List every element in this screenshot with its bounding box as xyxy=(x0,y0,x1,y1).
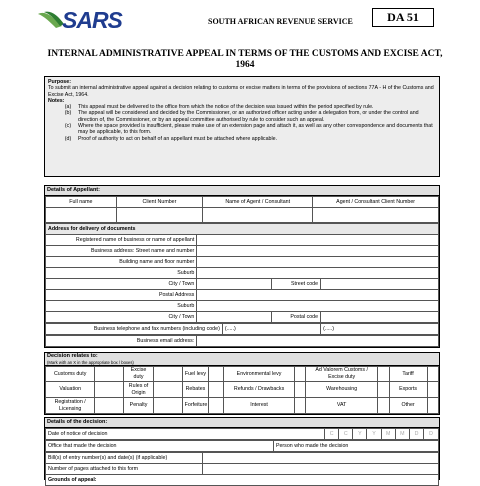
purpose-heading: Purpose: xyxy=(48,79,71,85)
email-field[interactable] xyxy=(197,336,439,347)
office-label: Office that made the decision xyxy=(46,441,274,452)
date-box[interactable]: M xyxy=(381,429,395,440)
grounds-of-appeal-label: Grounds of appeal: xyxy=(46,475,439,486)
date-box[interactable]: Y xyxy=(353,429,367,440)
checkbox[interactable] xyxy=(378,367,389,382)
checkbox[interactable] xyxy=(294,367,305,382)
option-interest: Interest xyxy=(224,398,294,414)
option-forfeiture: Forfeiture xyxy=(182,398,209,414)
pages-attached-field[interactable] xyxy=(203,464,439,475)
registered-name-label: Registered name of business or name of appellant xyxy=(46,235,197,246)
postal-address-label: Postal Address xyxy=(46,290,197,301)
postal-code-label: Postal code xyxy=(271,312,320,323)
note-item: (c) Where the space provided is insufficient, please make use of an extension page and attach it, as well as any other correspondence and documents that may be applicable, to this form. xyxy=(64,123,433,136)
registered-name-field[interactable] xyxy=(197,235,439,246)
form-number: DA 51 xyxy=(372,8,434,27)
option-rules-of-origin: Rules of Origin xyxy=(123,382,153,398)
decision-details-section xyxy=(44,417,440,483)
bills-of-entry-field[interactable] xyxy=(203,453,439,464)
date-box[interactable]: C xyxy=(325,429,339,440)
building-label: Building name and floor number xyxy=(46,257,197,268)
appellant-section xyxy=(44,185,440,348)
option-valuation: Valuation xyxy=(46,382,95,398)
checkbox[interactable] xyxy=(154,382,182,398)
checkbox[interactable] xyxy=(95,398,123,414)
note-item: (a) This appeal must be delivered to the office from which the notice of the decision was issued within the period specified by rule. xyxy=(64,104,374,111)
date-box[interactable]: C xyxy=(339,429,353,440)
checkbox[interactable] xyxy=(209,398,224,414)
street-code-label: Street code xyxy=(271,279,320,290)
checkbox[interactable] xyxy=(427,398,438,414)
date-box[interactable]: Y xyxy=(367,429,381,440)
date-box[interactable]: M xyxy=(395,429,409,440)
decision-relates-heading: Decision relates to: xyxy=(45,353,439,360)
option-other: Other xyxy=(389,398,427,414)
checkbox[interactable] xyxy=(427,382,438,398)
street-code-field[interactable] xyxy=(321,279,439,290)
col-full-name: Full name xyxy=(46,197,117,208)
agent-client-number-field[interactable] xyxy=(313,208,439,223)
postal-code-field[interactable] xyxy=(321,312,439,323)
col-agent-name: Name of Agent / Consultant xyxy=(203,197,313,208)
pages-attached-label: Number of pages attached to this form xyxy=(46,464,203,475)
checkbox[interactable] xyxy=(427,367,438,382)
phone-field[interactable]: (.....) xyxy=(222,324,320,335)
business-address-field[interactable] xyxy=(197,246,439,257)
agent-name-field[interactable] xyxy=(203,208,313,223)
business-address-label: Business address: Street name and number xyxy=(46,246,197,257)
postal-city-field[interactable] xyxy=(197,312,272,323)
checkbox[interactable] xyxy=(378,382,389,398)
form-title: INTERNAL ADMINISTRATIVE APPEAL IN TERMS OF THE CUSTOMS AND EXCISE ACT, 1964 xyxy=(47,49,443,70)
option-penalty: Penalty xyxy=(123,398,153,414)
checkbox[interactable] xyxy=(154,367,182,382)
purpose-box xyxy=(44,76,440,177)
bills-of-entry-label: Bill(s) of entry number(s) and date(s) (if applicable) xyxy=(46,453,203,464)
checkbox[interactable] xyxy=(294,382,305,398)
postal-address-field[interactable] xyxy=(197,290,439,301)
checkbox[interactable] xyxy=(209,382,224,398)
option-warehousing: Warehousing xyxy=(306,382,378,398)
option-customs-duty: Customs duty xyxy=(46,367,95,382)
full-name-field[interactable] xyxy=(46,208,117,223)
option-environmental-levy: Environmental levy xyxy=(224,367,294,382)
option-registration: Registration / Licensing xyxy=(46,398,95,414)
suburb-field[interactable] xyxy=(197,268,439,279)
client-number-field[interactable] xyxy=(116,208,202,223)
checkbox[interactable] xyxy=(294,398,305,414)
date-box[interactable]: D xyxy=(409,429,423,440)
option-vat: VAT xyxy=(306,398,378,414)
address-heading: Address for delivery of documents xyxy=(46,224,439,235)
organisation-name: SOUTH AFRICAN REVENUE SERVICE xyxy=(208,17,353,26)
postal-city-label: City / Town xyxy=(46,312,197,323)
checkbox[interactable] xyxy=(209,367,224,382)
city-label: City / Town xyxy=(46,279,197,290)
notes-heading: Notes: xyxy=(48,97,65,104)
building-field[interactable] xyxy=(197,257,439,268)
purpose-text: To submit an internal administrative appeal against a decision relating to customs or excise matters in terms of the provisions of sections 77A - H of the Customs and Excise Act, 1964. xyxy=(48,85,434,98)
phone-fax-label: Business telephone and fax numbers (including code) xyxy=(46,324,223,335)
decision-relates-subheading: (Mark with an X in the appropriate box / boxes) xyxy=(45,360,439,366)
postal-suburb-field[interactable] xyxy=(197,301,439,312)
col-client-number: Client Number xyxy=(116,197,202,208)
note-item: (d) Proof of authority to act on behalf of an appellant must be attached where applicable. xyxy=(64,135,278,142)
decision-details-heading: Details of the decision: xyxy=(45,418,439,428)
date-of-notice-label: Date of notice of decision xyxy=(46,429,325,440)
note-item: (b) The appeal will be considered and decided by the Commissioner, or an authorized officer acting under a delegation from, or under the control and direction of, the Commissioner, or by an appeal committee authorised by rule to consider such an appeal. xyxy=(64,110,419,123)
date-box[interactable]: D xyxy=(424,429,439,440)
option-excise-duty: Excise duty xyxy=(123,367,153,382)
option-rebates: Rebates xyxy=(182,382,209,398)
option-fuel-levy: Fuel levy xyxy=(182,367,209,382)
col-agent-client-number: Agent / Consultant Client Number xyxy=(313,197,439,208)
suburb-label: Suburb xyxy=(46,268,197,279)
sars-logo-text: SARS xyxy=(62,7,122,33)
postal-suburb-label: Suburb xyxy=(46,301,197,312)
option-tariff: Tariff xyxy=(389,367,427,382)
person-label: Person who made the decision xyxy=(273,441,438,452)
checkbox[interactable] xyxy=(95,367,123,382)
checkbox[interactable] xyxy=(378,398,389,414)
decision-relates-section xyxy=(44,352,440,415)
fax-field[interactable]: (.....) xyxy=(321,324,439,335)
option-exports: Exports xyxy=(389,382,427,398)
email-label: Business email address: xyxy=(46,336,197,347)
checkbox[interactable] xyxy=(95,382,123,398)
appellant-heading: Details of Appellant: xyxy=(45,186,439,196)
city-field[interactable] xyxy=(197,279,272,290)
checkbox[interactable] xyxy=(154,398,182,414)
option-refunds: Refunds / Drawbacks xyxy=(224,382,294,398)
option-ad-valorem: Ad Valorem Customs / Excise duty xyxy=(306,367,378,382)
